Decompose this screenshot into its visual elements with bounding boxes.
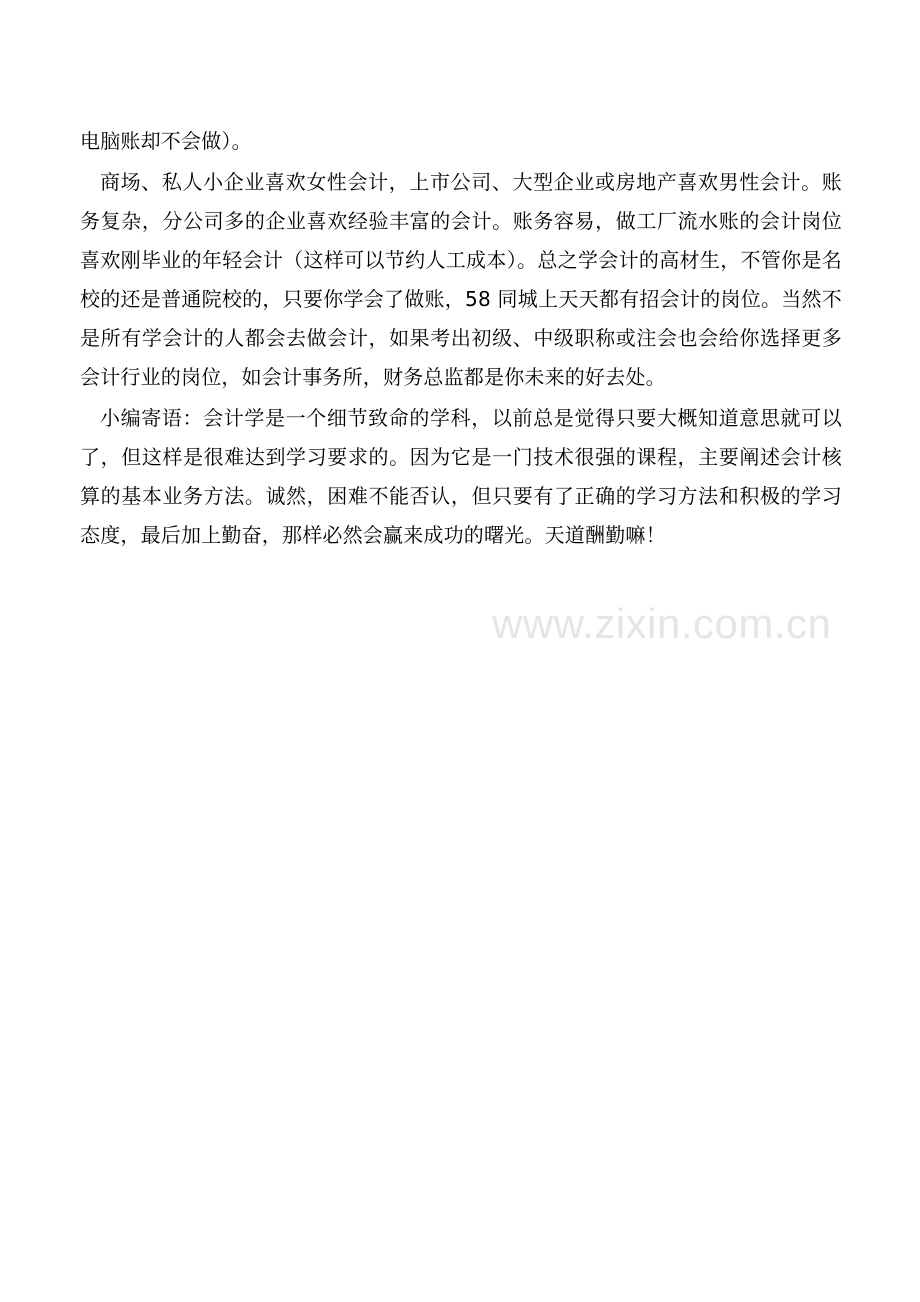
- paragraph-continuation: 电脑账却不会做）。: [80, 129, 252, 153]
- paragraph-employer-preferences: 商场、私人小企业喜欢女性会计，上市公司、大型企业或房地产喜欢男性会计。账务复杂，分公司多的企业喜欢经验丰富的会计。账务容易，做工厂流水账的会计岗位喜欢刚毕业的年轻会计（这样可以节约人工成本）。总之学会计的高材生，不管你是名校的还是普通院校的，只要你学会了做账，58 同城上天天都有招会计的岗位。当然不是所有学会计的人都会去做会计，如果考出初级、中级职称或注会也会给你选择更多会计行业的岗位，如会计事务所，财务总监都是你未来的好去处。: [80, 170, 842, 389]
- paragraph-editor-note: 小编寄语：会计学是一个细节致命的学科，以前总是觉得只要大概知道意思就可以了，但这样是很难达到学习要求的。因为它是一门技术很强的课程，主要阐述会计核算的基本业务方法。诚然，困难不能否认，但只要有了正确的学习方法和积极的学习态度，最后加上勤奋，那样必然会赢来成功的曙光。天道酬勤嘛！: [80, 406, 842, 547]
- watermark: www.zixin.com.cn: [492, 600, 832, 647]
- document-body: [80, 122, 842, 555]
